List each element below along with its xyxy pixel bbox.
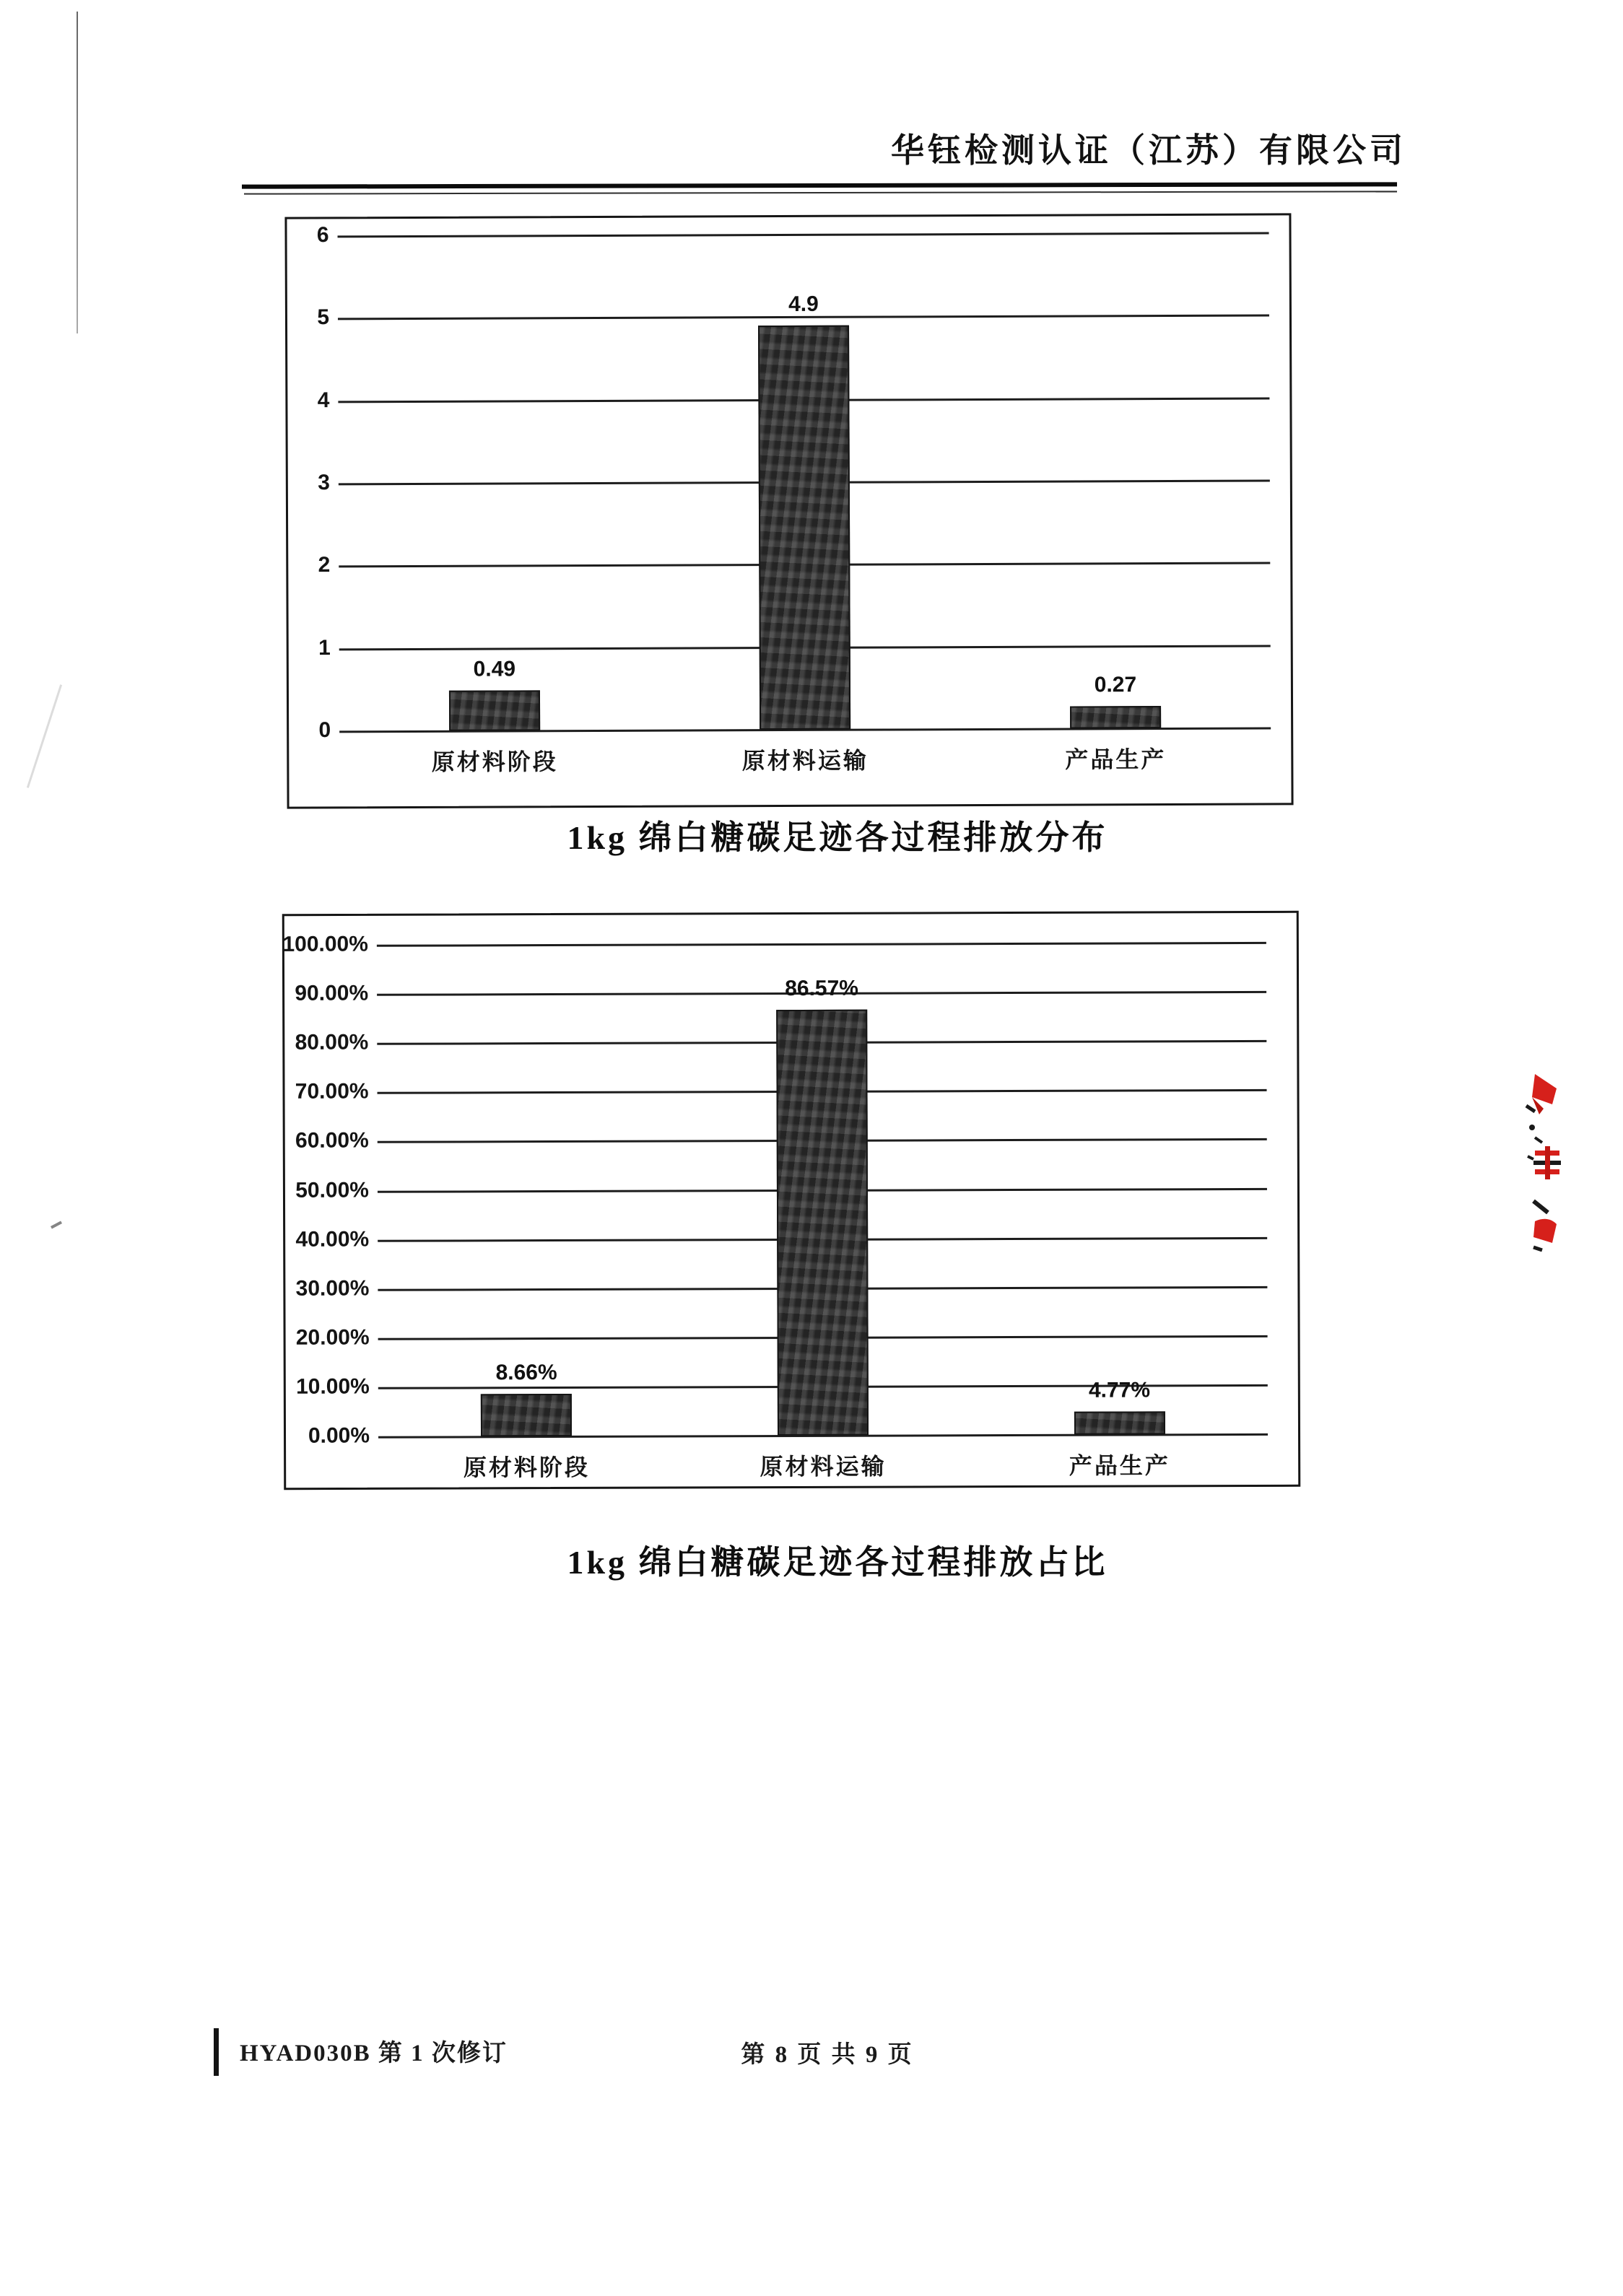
x-axis-category-label: 产品生产	[1065, 746, 1167, 773]
gridline	[338, 232, 1269, 237]
plot-area	[316, 223, 1271, 775]
header-rule-thick	[242, 182, 1397, 188]
scan-scratch-artifact	[51, 1221, 62, 1228]
y-axis-tick-label: 3	[318, 471, 330, 495]
footer-doc-code: HYAD030B 第 1 次修订	[240, 2040, 508, 2066]
bar-value-label: 4.77%	[1088, 1377, 1151, 1402]
bar-value-label: 4.9	[788, 292, 819, 316]
bar-value-label: 0.27	[1094, 673, 1137, 697]
bar-value-label: 0.49	[473, 657, 516, 681]
scan-scratch-artifact	[27, 684, 62, 788]
y-axis-tick-label: 80.00%	[295, 1030, 369, 1055]
red-stamp-fragment	[1515, 1067, 1575, 1260]
chart-emission-distribution	[284, 213, 1293, 808]
gridline	[377, 942, 1266, 947]
y-axis-tick-label: 0.00%	[308, 1423, 370, 1448]
company-name: 华钰检测认证（江苏）有限公司	[891, 132, 1406, 169]
bar	[776, 1010, 869, 1436]
y-axis-tick-label: 20.00%	[295, 1325, 370, 1350]
bar	[481, 1394, 572, 1436]
y-axis-tick-label: 70.00%	[295, 1079, 369, 1104]
bar-value-label: 86.57%	[785, 977, 859, 1001]
y-axis-tick-label: 30.00%	[295, 1276, 370, 1301]
x-axis-category-label: 原材料运输	[760, 1453, 887, 1480]
y-axis-tick-label: 50.00%	[295, 1177, 370, 1202]
bar	[1074, 1411, 1165, 1435]
bar	[449, 690, 540, 730]
footer-page-number: 第 8 页 共 9 页	[741, 2042, 914, 2068]
revision-mark-bar	[214, 2028, 219, 2076]
red-stamp-fragment-svg	[1515, 1067, 1575, 1256]
y-axis-tick-label: 0	[318, 718, 331, 743]
bar-value-label: 8.66%	[495, 1361, 557, 1385]
x-axis-category-label: 原材料运输	[741, 747, 869, 774]
chart2-title: 1kg 绵白糖碳足迹各过程排放占比	[567, 1544, 1108, 1581]
y-axis-tick-label: 2	[318, 553, 331, 577]
y-axis-tick-label: 1	[318, 635, 331, 660]
x-axis-category-label: 原材料阶段	[431, 748, 558, 775]
y-axis-tick-label: 5	[317, 305, 330, 330]
plot-area	[282, 932, 1268, 1481]
scan-line-artifact	[77, 12, 78, 333]
y-axis-tick-label: 40.00%	[295, 1227, 370, 1252]
y-axis-tick-label: 4	[317, 388, 330, 412]
bar	[758, 325, 850, 730]
header-rule-thin	[244, 191, 1397, 194]
chart1-title: 1kg 绵白糖碳足迹各过程排放分布	[567, 819, 1108, 856]
x-axis-category-label: 产品生产	[1069, 1452, 1170, 1479]
y-axis-tick-label: 60.00%	[295, 1128, 369, 1153]
y-axis-tick-label: 10.00%	[296, 1374, 370, 1399]
chart-emission-percentage	[282, 911, 1301, 1490]
x-axis-category-label: 原材料阶段	[463, 1454, 591, 1481]
bar	[1070, 706, 1161, 728]
y-axis-tick-label: 100.00%	[282, 932, 368, 956]
y-axis-tick-label: 6	[316, 223, 329, 248]
y-axis-tick-label: 90.00%	[295, 981, 369, 1005]
